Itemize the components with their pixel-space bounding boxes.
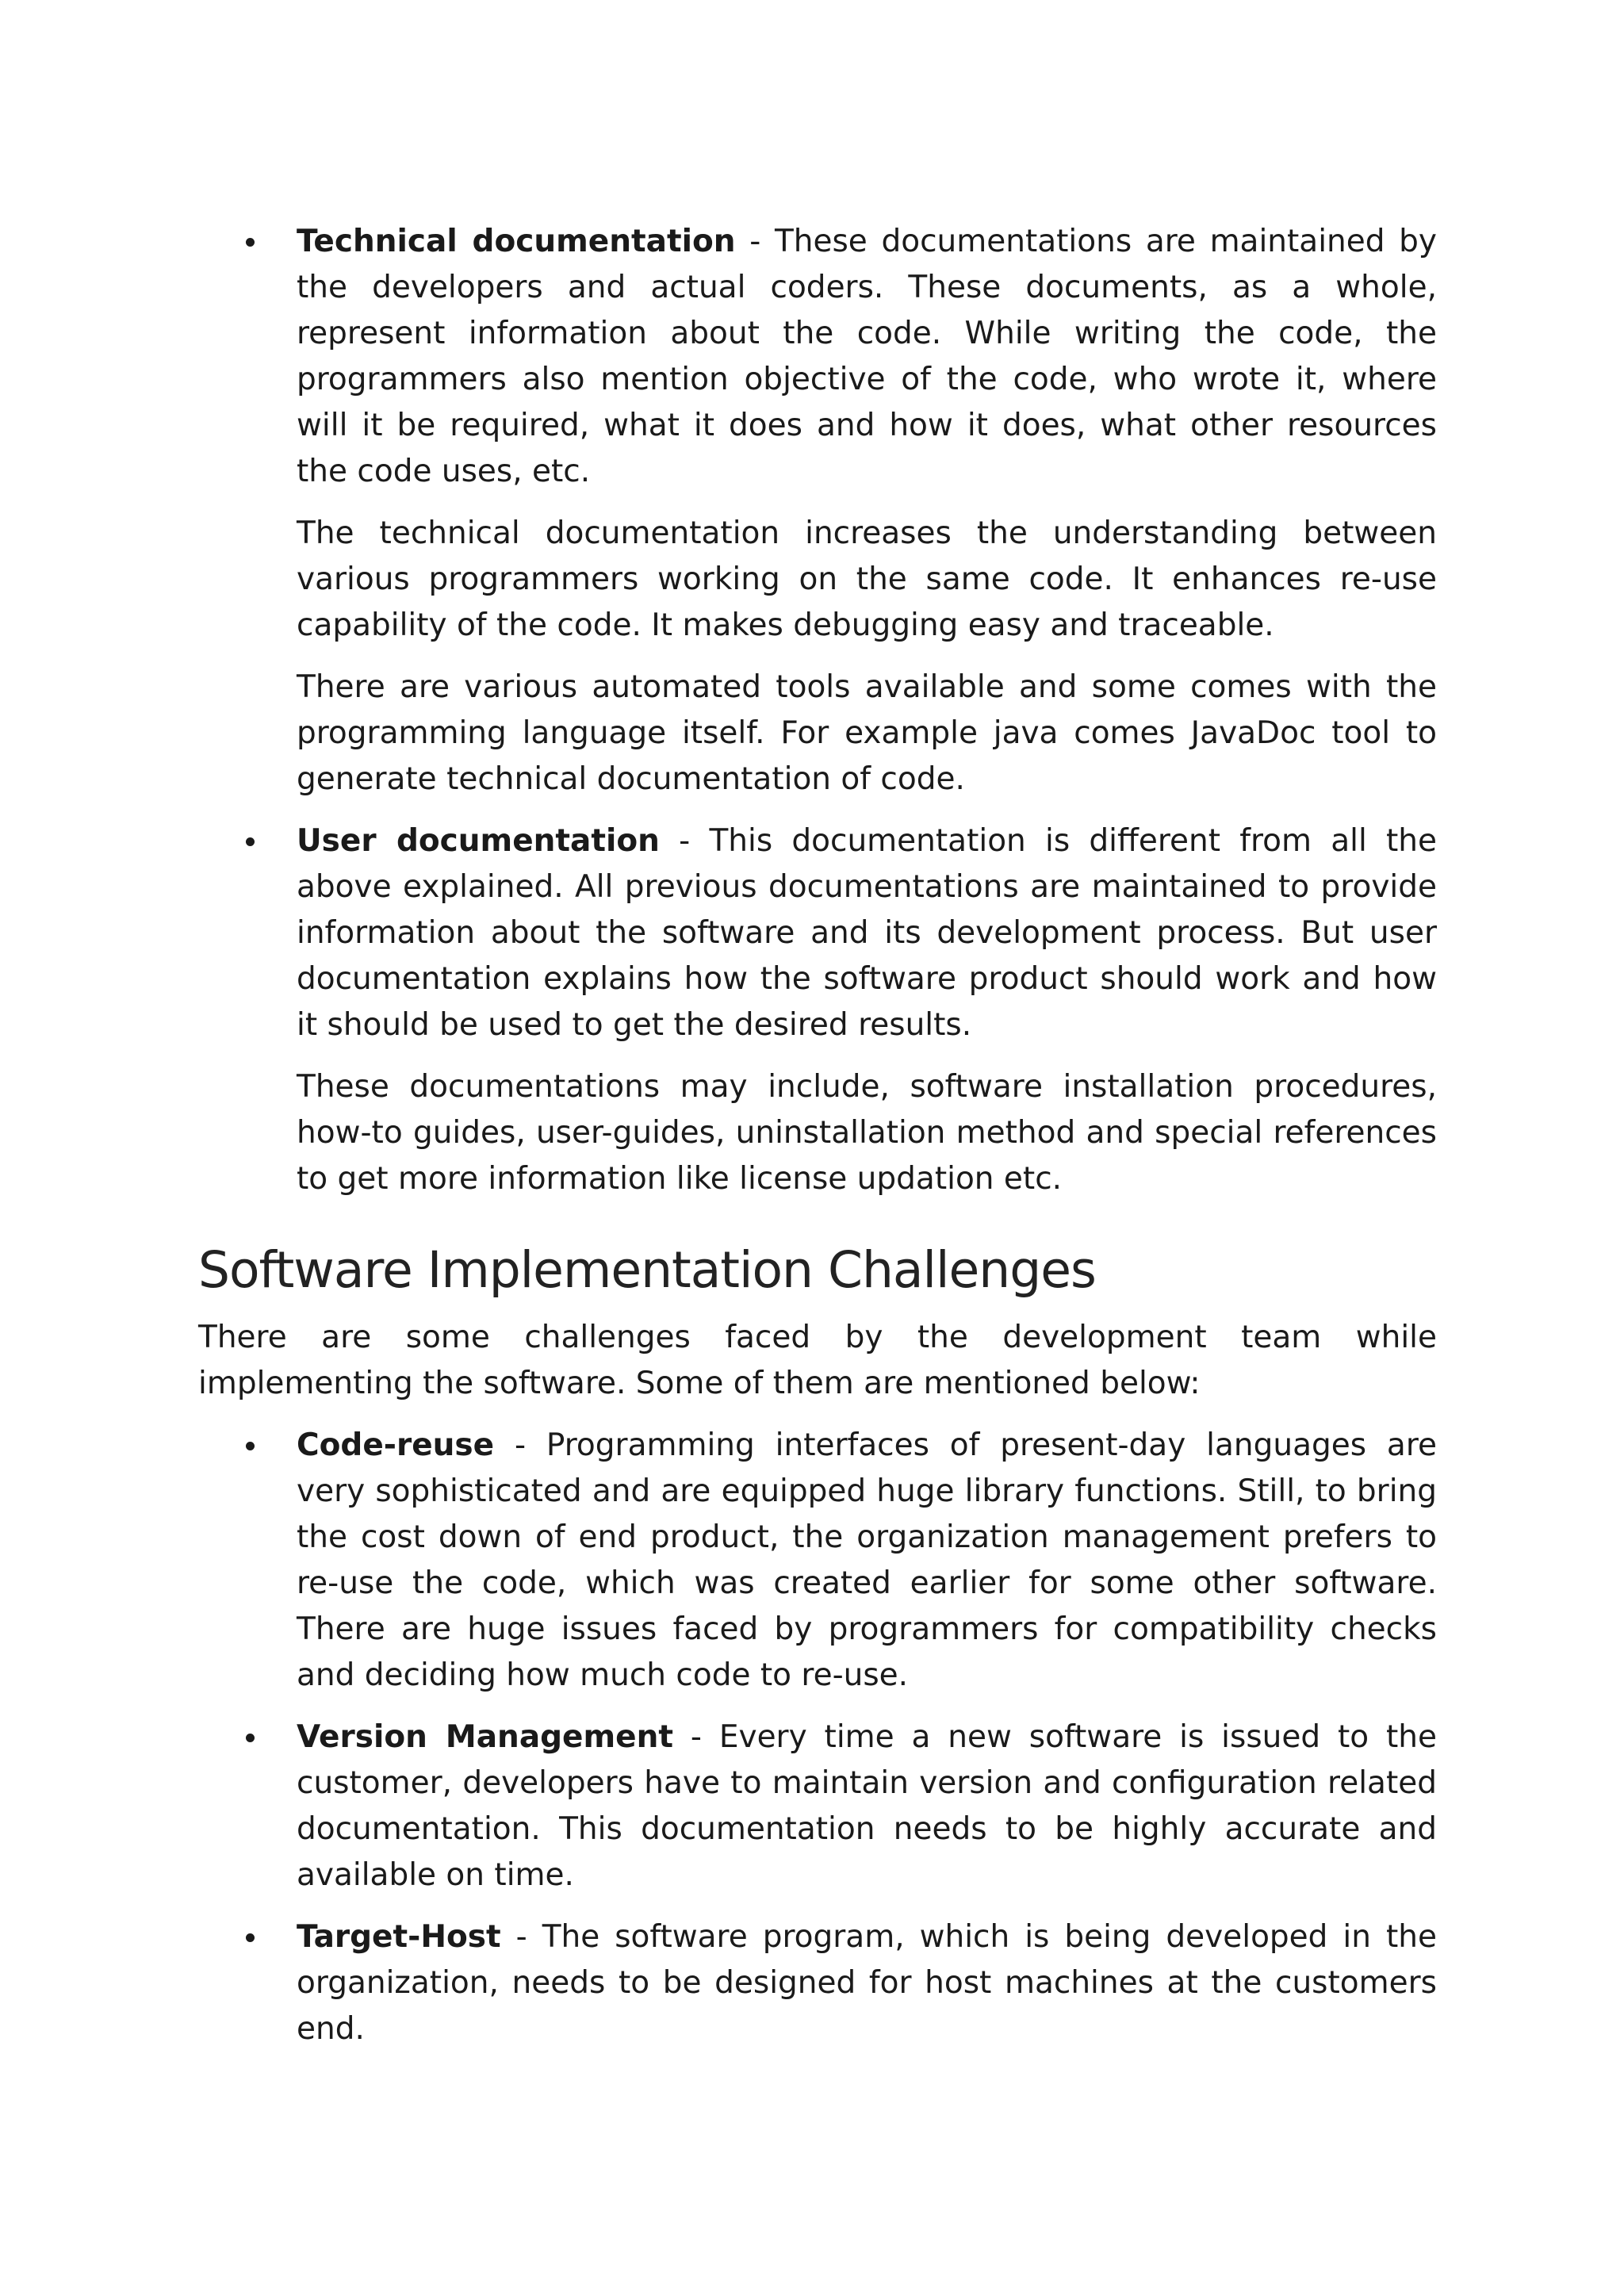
list-item-target-host [198, 1914, 1437, 2052]
documentation-types-list [198, 219, 1437, 1202]
target-host-paragraph [297, 1914, 1437, 2052]
separator: - [659, 823, 710, 859]
bullet-icon [246, 1933, 255, 1942]
bullet-icon [246, 238, 255, 247]
user-documentation-paragraph-2: These documentations may include, software installation procedures, how-to guides, user-guides, uninstallation method and special references to get more information like license updation etc. [297, 1069, 1437, 1197]
version-management-paragraph [297, 1715, 1437, 1898]
term-version-management: Version Management [297, 1719, 674, 1755]
code-reuse-text: Programming interfaces of present-day languages are very sophisticated and are equipped huge library functions. Still, to bring the cost down of end product, the organization management prefers to re-use the code, which was created earlier for some other software. There are huge issues faced by programmers for compatibility checks and deciding how much code to re-use. [297, 1427, 1437, 1693]
challenges-list [198, 1423, 1437, 2052]
term-technical-documentation: Technical documentation [297, 224, 736, 259]
section-heading: Software Implementation Challenges [198, 1241, 1096, 1299]
separator: - [500, 1919, 542, 1955]
user-documentation-text: This documentation is different from all the above explained. All previous documentations are maintained to provide information about the software and its development process. But user documentation explains how the software product should work and how it should be used to get the desired results. [297, 823, 1438, 1043]
technical-documentation-paragraph-2: The technical documentation increases the understanding between various programmers working on the same code. It enhances re-use capability of the code. It makes debugging easy and traceable. [297, 515, 1437, 643]
technical-documentation-paragraph-3: There are various automated tools available and some comes with the programming language itself. For example java comes JavaDoc tool to generate technical documentation of code. [297, 669, 1437, 797]
code-reuse-paragraph [297, 1423, 1437, 1699]
user-documentation-paragraph [297, 818, 1437, 1048]
separator: - [494, 1427, 546, 1463]
section-intro: There are some challenges faced by the development team while implementing the software. Some of them are mentioned below: [198, 1320, 1437, 1401]
document-page [198, 219, 1437, 2068]
technical-documentation-paragraph [297, 219, 1437, 495]
separator: - [673, 1719, 719, 1755]
list-item-code-reuse [198, 1423, 1437, 1699]
bullet-icon [246, 1442, 255, 1450]
bullet-icon [246, 1734, 255, 1742]
version-management-text: Every time a new software is issued to the customer, developers have to maintain version and configuration related documentation. This documentation needs to be highly accurate and available on time. [297, 1719, 1438, 1893]
list-item-technical-documentation [198, 219, 1437, 803]
term-code-reuse: Code-reuse [297, 1427, 495, 1463]
term-target-host: Target-Host [297, 1919, 501, 1955]
separator: - [735, 224, 775, 259]
list-item-version-management [198, 1715, 1437, 1898]
technical-documentation-text: These documentations are maintained by the developers and actual coders. These documents, as a whole, represent information about the code. While writing the code, the programmers also mention objective of the code, who wrote it, where will it be required, what it does and how it does, what other resources the code uses, etc. [297, 224, 1438, 489]
term-user-documentation: User documentation [297, 823, 660, 859]
target-host-text: The software program, which is being developed in the organization, needs to be designed for host machines at the customers end. [297, 1919, 1437, 2047]
list-item-user-documentation [198, 818, 1437, 1202]
bullet-icon [246, 837, 255, 846]
